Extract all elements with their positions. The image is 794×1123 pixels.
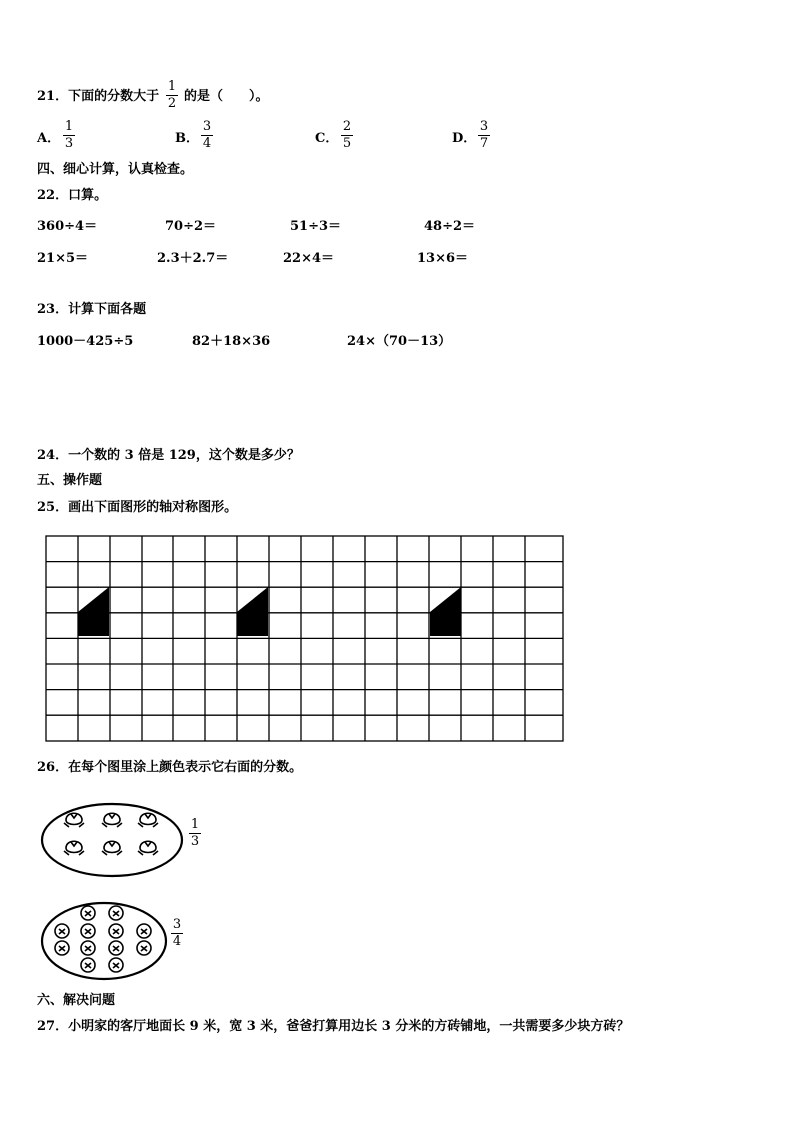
oval-1	[40, 800, 190, 880]
denominator: 3	[190, 834, 200, 849]
oral-calc-item: 21×5＝	[37, 251, 89, 266]
q27-text: 27．小明家的客厅地面长 9 米，宽 3 米，爸爸打算用边长 3 分米的方砖铺地，一共需要多少块方砖？	[37, 1019, 630, 1034]
section-4-heading: 四、细心计算，认真检查。	[37, 162, 194, 177]
denominator: 5	[342, 136, 352, 151]
peach-icons	[64, 813, 158, 855]
numerator: 3	[202, 119, 212, 134]
denominator: 2	[167, 96, 177, 111]
oral-calc-item: 48÷2＝	[424, 219, 476, 234]
option-a-label: A．	[37, 131, 61, 146]
numerator: 3	[172, 917, 182, 932]
calc-item: 82＋18×36	[192, 334, 271, 349]
calc-item: 1000－425÷5	[37, 334, 134, 349]
q23-title: 23．计算下面各题	[37, 302, 147, 317]
q22-title: 22．口算。	[37, 188, 108, 203]
denominator: 7	[479, 136, 489, 151]
oval-2	[40, 900, 175, 982]
shape-1	[78, 587, 109, 636]
oval-2-fraction	[169, 918, 185, 949]
section-5-heading: 五、操作题	[37, 473, 103, 488]
numerator: 1	[64, 119, 74, 134]
numerator: 1	[190, 817, 200, 832]
q21-stem-end: 的是（ ）。	[184, 89, 269, 104]
denominator: 3	[64, 136, 74, 151]
calc-item: 24×（70－13）	[347, 334, 452, 349]
numerator: 3	[479, 119, 489, 134]
q26-title: 26．在每个图里涂上颜色表示它右面的分数。	[37, 760, 303, 775]
denominator: 4	[172, 934, 182, 949]
q24-text: 24．一个数的 3 倍是 129，这个数是多少？	[37, 448, 300, 463]
option-d-label: D．	[452, 131, 477, 146]
oral-calc-item: 13×6＝	[417, 251, 469, 266]
numerator: 2	[342, 119, 352, 134]
shape-2	[237, 587, 268, 636]
shape-3	[430, 587, 461, 636]
oral-calc-item: 51÷3＝	[290, 219, 342, 234]
option-c-label: C．	[315, 131, 339, 146]
apple-icons	[55, 906, 151, 972]
oral-calc-item: 22×4＝	[283, 251, 335, 266]
numerator: 1	[167, 79, 177, 94]
q21-stem-start: 21．下面的分数大于	[37, 89, 160, 104]
q25-text: 25．画出下面图形的轴对称图形。	[37, 500, 238, 515]
oval-1-fraction	[187, 818, 203, 849]
denominator: 4	[202, 136, 212, 151]
oral-calc-item: 2.3＋2.7＝	[157, 251, 229, 266]
section-6-heading: 六、解决问题	[37, 993, 116, 1008]
oral-calc-item: 360÷4＝	[37, 219, 98, 234]
oral-calc-item: 70÷2＝	[165, 219, 217, 234]
option-b-label: B．	[175, 131, 199, 146]
